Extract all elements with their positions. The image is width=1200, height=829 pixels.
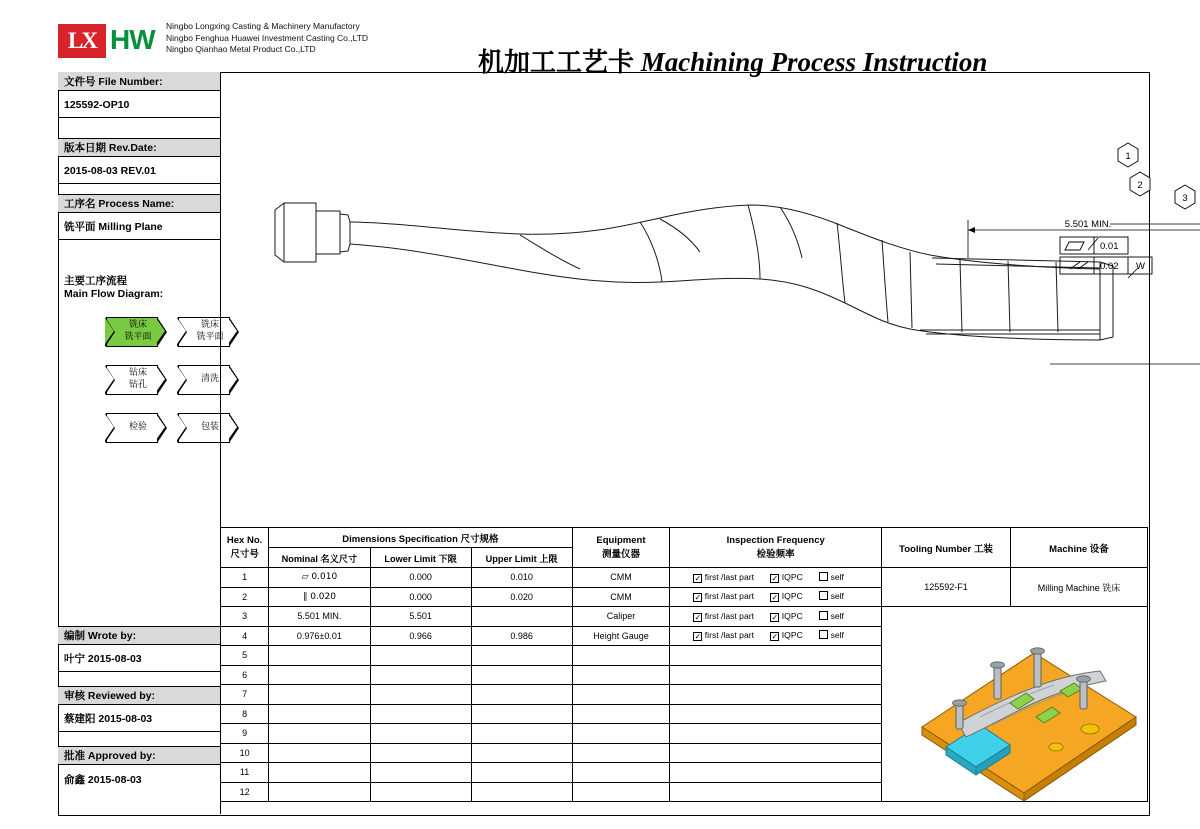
company-line-3: Ningbo Qianhao Metal Product Co.,LTD xyxy=(166,44,316,54)
row-10-no: 10 xyxy=(221,743,269,763)
flow-step-2-line1: 铣床 xyxy=(200,320,219,330)
row-11-lower[interactable] xyxy=(370,763,471,783)
row-9-lower[interactable] xyxy=(370,724,471,744)
row-9-nominal[interactable] xyxy=(269,724,370,744)
logo-hw-text: HW xyxy=(110,24,155,55)
row-3-frequency xyxy=(670,607,882,627)
row-3-freq-firstlast-label: first /last part xyxy=(704,610,754,621)
rev-date-label: 版本日期 Rev.Date: xyxy=(58,138,220,157)
fixture-image-cell xyxy=(882,607,1148,802)
row-3-lower: 5.501 xyxy=(370,607,471,627)
flow-step-2-line2: 铣平面 xyxy=(196,332,224,342)
row-3-freq-iqpc-label: IQPC xyxy=(781,610,803,621)
reviewed-by-label: 审核 Reviewed by: xyxy=(58,686,220,705)
row-6-lower[interactable] xyxy=(370,665,471,685)
flow-step-3-line1: 钻床 xyxy=(128,368,147,378)
flow-title-en: Main Flow Diagram: xyxy=(64,288,164,300)
flow-step-6-line1: 包装 xyxy=(200,422,219,432)
row-2-freq-firstlast-checkbox[interactable]: ✓ xyxy=(694,593,702,603)
row-1-freq-self-label: self xyxy=(830,571,844,582)
header-upper-limit: Upper Limit 上限 xyxy=(471,548,572,568)
header-equipment-l1: Equipment xyxy=(596,535,646,546)
row-6-no: 6 xyxy=(221,665,269,685)
row-7-no: 7 xyxy=(221,685,269,705)
header-equipment xyxy=(572,528,670,568)
row-1-freq-self-checkbox[interactable] xyxy=(819,572,828,581)
header-dimensions-spec: Dimensions Specification 尺寸规格 xyxy=(269,528,572,548)
dimensions-table xyxy=(220,527,1148,814)
flow-step-5-line1: 检验 xyxy=(128,422,147,432)
row-2-frequency xyxy=(670,587,882,607)
row-12-equipment[interactable] xyxy=(572,782,670,802)
left-info-column xyxy=(58,72,224,814)
row-11-frequency[interactable] xyxy=(670,763,882,783)
row-7-upper[interactable] xyxy=(471,685,572,705)
rev-date-value: 2015-08-03 REV.01 xyxy=(58,158,220,184)
flow-step-4-line1: 清洗 xyxy=(200,374,219,384)
machine-value: Milling Machine 铣床 xyxy=(1010,568,1147,607)
row-4-freq-firstlast-label: first /last part xyxy=(704,630,754,641)
row-3-no: 3 xyxy=(221,607,269,627)
row-5-lower[interactable] xyxy=(370,646,471,666)
company-names xyxy=(166,21,368,56)
row-10-equipment[interactable] xyxy=(572,743,670,763)
row-2-freq-self-label: self xyxy=(830,591,844,602)
flow-step-5[interactable] xyxy=(106,413,168,443)
row-9-upper[interactable] xyxy=(471,724,572,744)
row-8-nominal[interactable] xyxy=(269,704,370,724)
header-equipment-l2: 测量仪器 xyxy=(601,549,640,560)
svg-text:W: W xyxy=(1136,261,1145,272)
process-name-value: 铣平面 Milling Plane xyxy=(58,214,220,240)
header-inspection-l2: 检验频率 xyxy=(756,549,795,560)
row-10-nominal[interactable] xyxy=(269,743,370,763)
row-3-freq-self-label: self xyxy=(830,610,844,621)
row-1-freq-firstlast-checkbox[interactable]: ✓ xyxy=(694,573,702,583)
row-2-freq-self-checkbox[interactable] xyxy=(819,591,828,600)
row-4-no: 4 xyxy=(221,626,269,646)
row-3-equipment: Caliper xyxy=(572,607,670,627)
row-11-equipment[interactable] xyxy=(572,763,670,783)
svg-text:3: 3 xyxy=(1182,193,1188,204)
header-inspection-frequency xyxy=(670,528,882,568)
row-10-lower[interactable] xyxy=(370,743,471,763)
company-logo xyxy=(58,22,168,62)
row-1-no: 1 xyxy=(221,568,269,588)
row-11-upper[interactable] xyxy=(471,763,572,783)
row-4-freq-iqpc-label: IQPC xyxy=(781,630,803,641)
row-3-freq-self-checkbox[interactable] xyxy=(819,611,828,620)
row-6-upper[interactable] xyxy=(471,665,572,685)
row-3-nominal: 5.501 MIN. xyxy=(269,607,370,627)
header-hex-no-l1: Hex No. xyxy=(226,535,263,546)
row-3-freq-iqpc-checkbox[interactable]: ✓ xyxy=(771,612,779,622)
row-4-nominal: 0.976±0.01 xyxy=(269,626,370,646)
row-2-lower: 0.000 xyxy=(370,587,471,607)
row-1-freq-iqpc-label: IQPC xyxy=(781,571,803,582)
row-11-no: 11 xyxy=(221,763,269,783)
flow-step-1-line2: 铣平面 xyxy=(124,332,152,342)
flow-step-1-line1: 铣床 xyxy=(128,320,147,330)
row-7-frequency[interactable] xyxy=(670,685,882,705)
process-name-label: 工序名 Process Name: xyxy=(58,194,220,213)
row-2-freq-iqpc-checkbox[interactable]: ✓ xyxy=(771,593,779,603)
flow-step-1[interactable] xyxy=(106,317,168,347)
row-6-frequency[interactable] xyxy=(670,665,882,685)
company-line-2: Ningbo Fenghua Huawei Investment Casting Co.,LTD xyxy=(166,32,369,43)
row-1-freq-firstlast-label: first /last part xyxy=(704,571,754,582)
reviewed-by-value: 蔡建阳 2015-08-03 xyxy=(58,706,220,732)
row-4-upper: 0.986 xyxy=(471,626,572,646)
row-5-nominal[interactable] xyxy=(269,646,370,666)
row-5-equipment[interactable] xyxy=(572,646,670,666)
row-2-upper: 0.020 xyxy=(471,587,572,607)
row-2-no: 2 xyxy=(221,587,269,607)
row-9-no: 9 xyxy=(221,724,269,744)
row-12-upper[interactable] xyxy=(471,782,572,802)
svg-text:2: 2 xyxy=(1137,180,1143,191)
page-title-cn: 机加工工艺卡 xyxy=(478,48,635,78)
row-4-equipment: Height Gauge xyxy=(572,626,670,646)
row-1-nominal: ▱ 0.010 xyxy=(269,568,370,588)
flow-diagram-title xyxy=(64,275,163,301)
row-1-lower: 0.000 xyxy=(370,568,471,588)
fixture-illustration xyxy=(884,607,1146,799)
row-5-frequency[interactable] xyxy=(670,646,882,666)
row-7-equipment[interactable] xyxy=(572,685,670,705)
row-4-freq-firstlast-checkbox[interactable]: ✓ xyxy=(694,632,702,642)
approved-by-value: 俞鑫 2015-08-03 xyxy=(64,773,142,786)
document-header xyxy=(58,18,1148,78)
page-title-en: Machining Process Instruction xyxy=(640,47,988,77)
row-2-freq-firstlast-label: first /last part xyxy=(704,591,754,602)
svg-text:5.501 MIN.: 5.501 MIN. xyxy=(1064,219,1112,230)
row-4-frequency xyxy=(670,626,882,646)
row-2-equipment: CMM xyxy=(572,587,670,607)
tooling-number-value: 125592-F1 xyxy=(882,568,1011,607)
svg-text:0.01: 0.01 xyxy=(1100,241,1119,252)
wrote-by-value: 叶宁 2015-08-03 xyxy=(58,646,220,672)
header-inspection-l1: Inspection Frequency xyxy=(726,535,825,546)
row-1-freq-iqpc-checkbox[interactable]: ✓ xyxy=(771,573,779,583)
row-12-nominal[interactable] xyxy=(269,782,370,802)
row-1-frequency xyxy=(670,568,882,588)
row-7-lower[interactable] xyxy=(370,685,471,705)
header-tooling-number: Tooling Number 工装 xyxy=(882,528,1011,568)
row-5-no: 5 xyxy=(221,646,269,666)
row-10-frequency[interactable] xyxy=(670,743,882,763)
row-8-upper[interactable] xyxy=(471,704,572,724)
row-2-nominal: ∥ 0.020 xyxy=(269,587,370,607)
company-line-1: Ningbo Longxing Casting & Machinery Manufactory xyxy=(166,21,360,31)
row-4-freq-iqpc-checkbox[interactable]: ✓ xyxy=(771,632,779,642)
header-hex-no xyxy=(221,528,269,568)
table-row xyxy=(221,607,1148,627)
row-6-equipment[interactable] xyxy=(572,665,670,685)
row-3-freq-firstlast-checkbox[interactable]: ✓ xyxy=(694,612,702,622)
row-5-upper[interactable] xyxy=(471,646,572,666)
row-8-no: 8 xyxy=(221,704,269,724)
row-4-freq-self-label: self xyxy=(830,630,844,641)
row-8-lower[interactable] xyxy=(370,704,471,724)
row-12-frequency[interactable] xyxy=(670,782,882,802)
row-7-nominal[interactable] xyxy=(269,685,370,705)
row-1-upper: 0.010 xyxy=(471,568,572,588)
svg-text:1: 1 xyxy=(1125,151,1131,162)
row-1-equipment: CMM xyxy=(572,568,670,588)
header-hex-no-l2: 尺寸号 xyxy=(230,549,259,560)
flow-step-3-line2: 钻孔 xyxy=(128,380,147,390)
row-2-freq-iqpc-label: IQPC xyxy=(781,591,803,602)
row-8-equipment[interactable] xyxy=(572,704,670,724)
row-4-freq-self-checkbox[interactable] xyxy=(819,630,828,639)
logo-x-mark: LX xyxy=(58,24,106,58)
wrote-by-label: 编制 Wrote by: xyxy=(58,626,220,645)
row-12-lower[interactable] xyxy=(370,782,471,802)
row-11-nominal[interactable] xyxy=(269,763,370,783)
row-4-lower: 0.966 xyxy=(370,626,471,646)
file-number-value: 125592-OP10 xyxy=(58,92,220,118)
row-10-upper[interactable] xyxy=(471,743,572,763)
header-lower-limit: Lower Limit 下限 xyxy=(370,548,471,568)
row-9-frequency[interactable] xyxy=(670,724,882,744)
header-machine: Machine 设备 xyxy=(1010,528,1147,568)
flow-step-3[interactable] xyxy=(106,365,168,395)
part-drawing-svg xyxy=(220,72,1188,527)
approved-by-label: 批准 Approved by: xyxy=(58,746,220,765)
table-row xyxy=(221,568,1148,588)
file-number-label: 文件号 File Number: xyxy=(58,72,220,91)
row-6-nominal[interactable] xyxy=(269,665,370,685)
flow-title-cn: 主要工序流程 xyxy=(64,275,127,287)
row-12-no: 12 xyxy=(221,782,269,802)
row-3-upper xyxy=(471,607,572,627)
svg-text:0.02: 0.02 xyxy=(1100,261,1119,272)
row-9-equipment[interactable] xyxy=(572,724,670,744)
header-nominal: Nominal 名义尺寸 xyxy=(269,548,370,568)
row-8-frequency[interactable] xyxy=(670,704,882,724)
part-drawing-area xyxy=(220,72,1188,527)
